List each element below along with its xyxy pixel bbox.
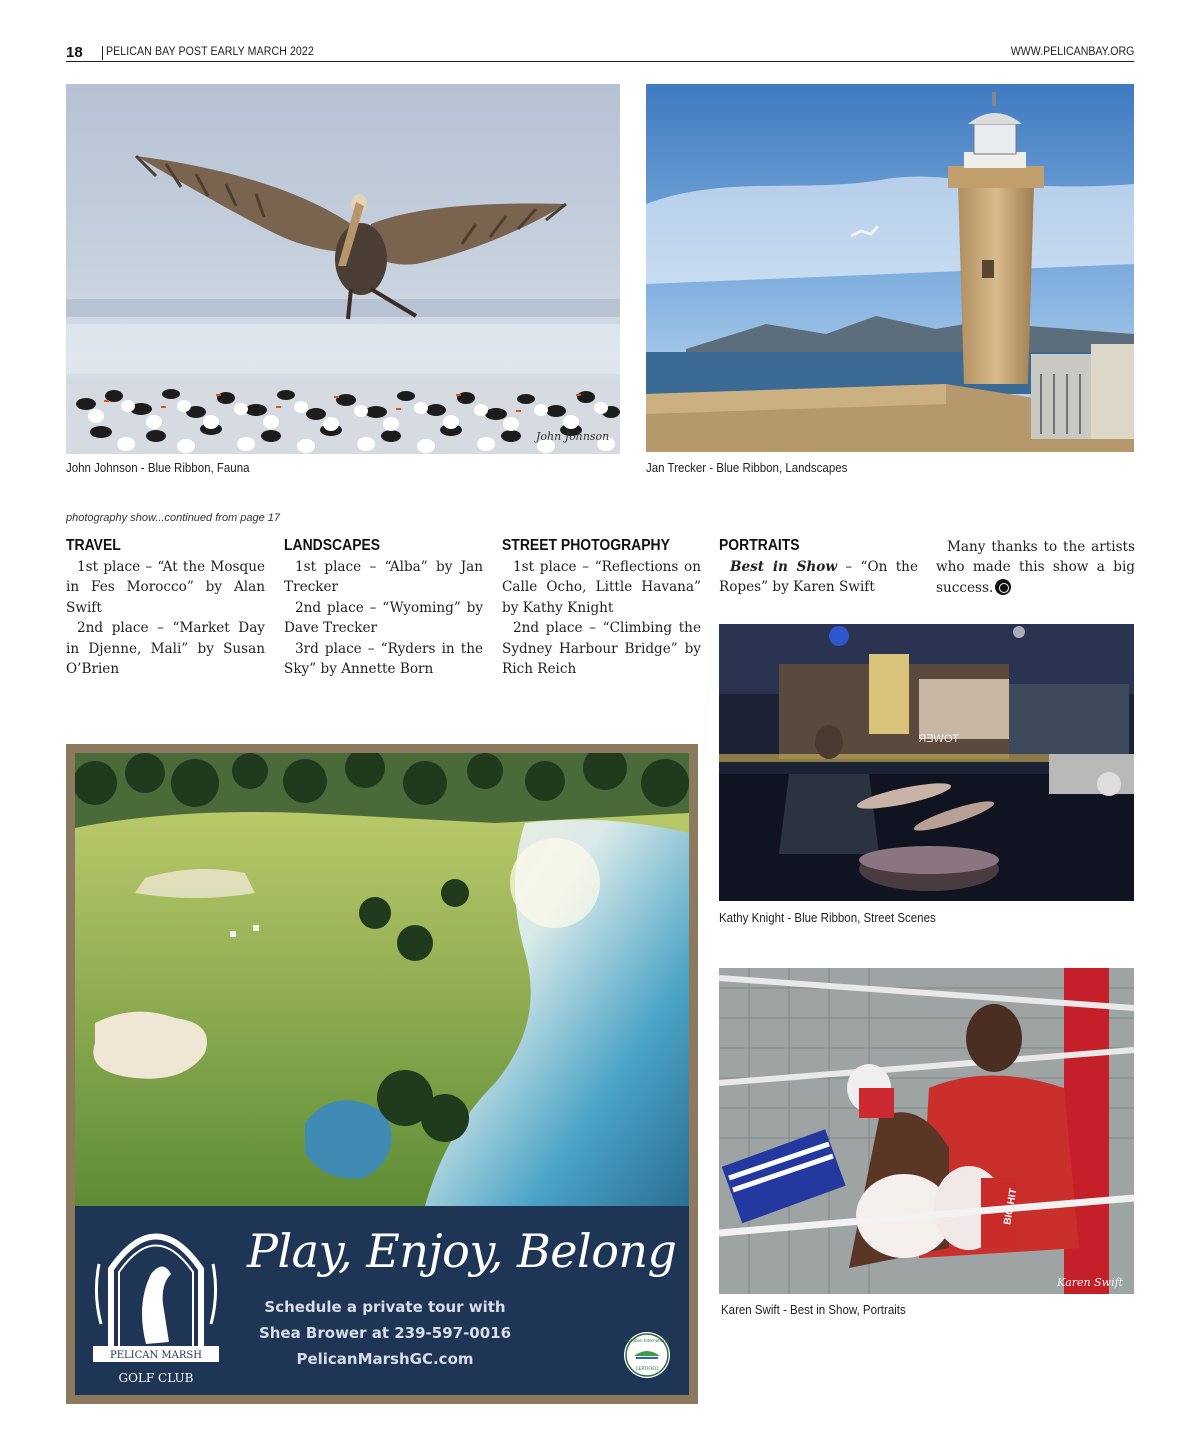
street-entry-2: 2nd place – “Climbing the Sydney Harbour Bridge” by Rich Reich	[502, 620, 701, 678]
logo-subtitle-text: GOLF CLUB	[118, 1371, 194, 1385]
drummer-sign: TOWER	[918, 733, 959, 745]
best-in-show-label: Best in Show	[730, 559, 838, 575]
best-in-show-text: – “On the Ropes” by Karen Swift	[719, 559, 918, 596]
golf-course-aerial-photo	[75, 753, 689, 1206]
travel-entry-1: 1st place – “At the Mosque in Fes Morocco” by Alan Swift	[66, 559, 265, 616]
pelican-photo	[66, 84, 620, 454]
boxer-photo	[719, 968, 1134, 1294]
heading-street: STREET PHOTOGRAPHY	[502, 537, 670, 554]
badge-bottom-text: CERTIFIED	[635, 1367, 659, 1372]
ad-line-phone[interactable]: Shea Brower at 239-597-0016	[258, 1324, 512, 1342]
thanks-text: Many thanks to the artists who made this show a big success.	[936, 539, 1135, 596]
travel-entry-2: 2nd place – “Market Day in Djenne, Mali” by Susan O’Brien	[66, 620, 265, 678]
continued-note: photography show...continued from page 17	[66, 512, 281, 524]
end-mark-icon	[995, 579, 1011, 595]
lighthouse-photo	[646, 84, 1134, 452]
badge-top-text: Audubon International	[624, 1338, 670, 1343]
landscapes-entry-1: 1st place – “Alba” by Jan Trecker	[284, 559, 483, 596]
audubon-certified-badge-icon	[624, 1332, 670, 1378]
column-travel	[66, 536, 265, 679]
golf-club-ad[interactable]	[66, 744, 698, 1404]
page-header	[66, 44, 1134, 62]
boxer-caption: Karen Swift - Best in Show, Portraits	[721, 1303, 906, 1317]
logo-name-text: PELICAN MARSH	[110, 1350, 202, 1361]
boxer-signature: Karen Swift	[1057, 1276, 1124, 1289]
street-entry-1: 1st place – “Reflections on Calle Ocho, Little Havana” by Kathy Knight	[502, 559, 701, 616]
column-thanks	[936, 537, 1135, 598]
pelican-watermark: John Johnson	[536, 430, 610, 443]
ad-headline: Play, Enjoy, Belong	[247, 1224, 677, 1278]
heading-travel: TRAVEL	[66, 537, 121, 554]
pelican-marsh-logo	[91, 1214, 221, 1390]
column-street	[502, 536, 701, 679]
ad-line-tour: Schedule a private tour with	[264, 1298, 506, 1316]
ad-band	[75, 1206, 689, 1395]
landscapes-entry-2: 2nd place – “Wyoming” by Dave Trecker	[284, 599, 483, 637]
heading-landscapes: LANDSCAPES	[284, 537, 381, 554]
drummer-caption: Kathy Knight - Blue Ribbon, Street Scenes	[719, 911, 936, 925]
landscapes-entry-3: 3rd place – “Ryders in the Sky” by Annette Born	[284, 640, 483, 678]
pelican-caption: John Johnson - Blue Ribbon, Fauna	[66, 461, 250, 475]
website-link[interactable]: WWW.PELICANBAY.ORG	[1010, 46, 1134, 58]
lighthouse-caption: Jan Trecker - Blue Ribbon, Landscapes	[646, 461, 848, 475]
portraits-entry	[719, 557, 918, 598]
page-number: 18	[66, 44, 83, 61]
heading-portraits: PORTRAITS	[719, 537, 800, 554]
header-divider	[102, 46, 103, 60]
column-landscapes	[284, 536, 483, 679]
drummer-photo	[719, 624, 1134, 901]
ad-line-website[interactable]: PelicanMarshGC.com	[296, 1350, 474, 1368]
column-portraits	[719, 536, 918, 598]
publication-title: PELICAN BAY POST EARLY MARCH 2022	[106, 46, 314, 58]
